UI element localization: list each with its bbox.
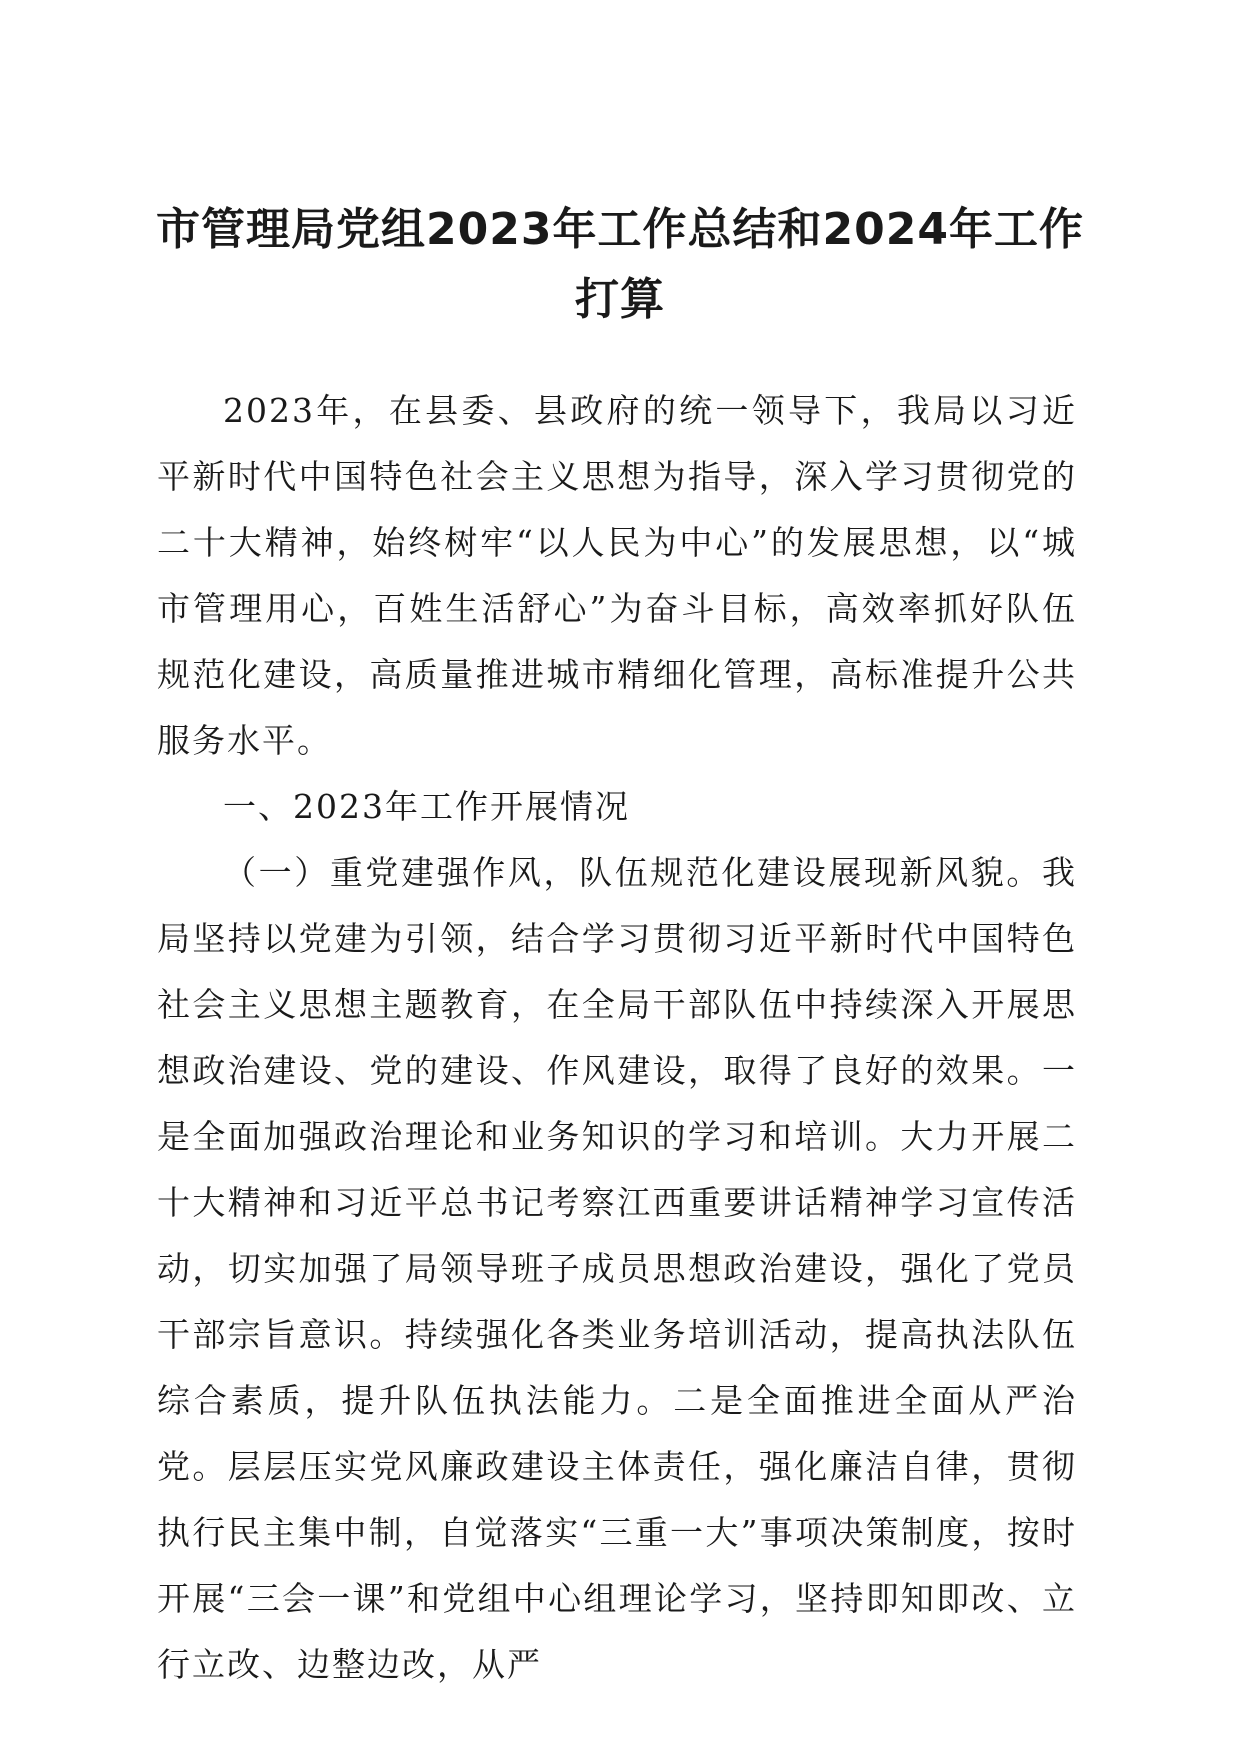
document-title: 市管理局党组2023年工作总结和2024年工作打算 [156,204,1084,325]
intro-paragraph: 2023年，在县委、县政府的统一领导下，我局以习近平新时代中国特色社会主义思想为指导，深入学习贯彻党的二十大精神，始终树牢“以人民为中心”的发展思想，以“城市管理用心，百姓生活舒心”为奋斗目标，高效率抓好队伍规范化建设，高质量推进城市精细化管理，高标准提升公共服务水平。 [157,391,1077,760]
section-1-paragraph-1: （一）重党建强作风，队伍规范化建设展现新风貌。我局坚持以党建为引领，结合学习贯彻习近平新时代中国特色社会主义思想主题教育，在全局干部队伍中持续深入开展思想政治建设、党的建设、作风建设，取得了良好的效果。一是全面加强政治理论和业务知识的学习和培训。大力开展二十大精神和习近平总书记考察江西重要讲话精神学习宣传活动，切实加强了局领导班子成员思想政治建设，强化了党员干部宗旨意识。持续强化各类业务培训活动，提高执法队伍综合素质，提升队伍执法能力。二是全面推进全面从严治党。层层压实党风廉政建设主体责任，强化廉洁自律，贯彻执行民主集中制，自觉落实“三重一大”事项决策制度，按时开展“三会一课”和党组中心组理论学习，坚持即知即改、立行立改、边整边改，从严 [157,853,1077,1684]
document-body [157,378,1077,1698]
section-1-heading: 一、2023年工作开展情况 [223,787,630,826]
